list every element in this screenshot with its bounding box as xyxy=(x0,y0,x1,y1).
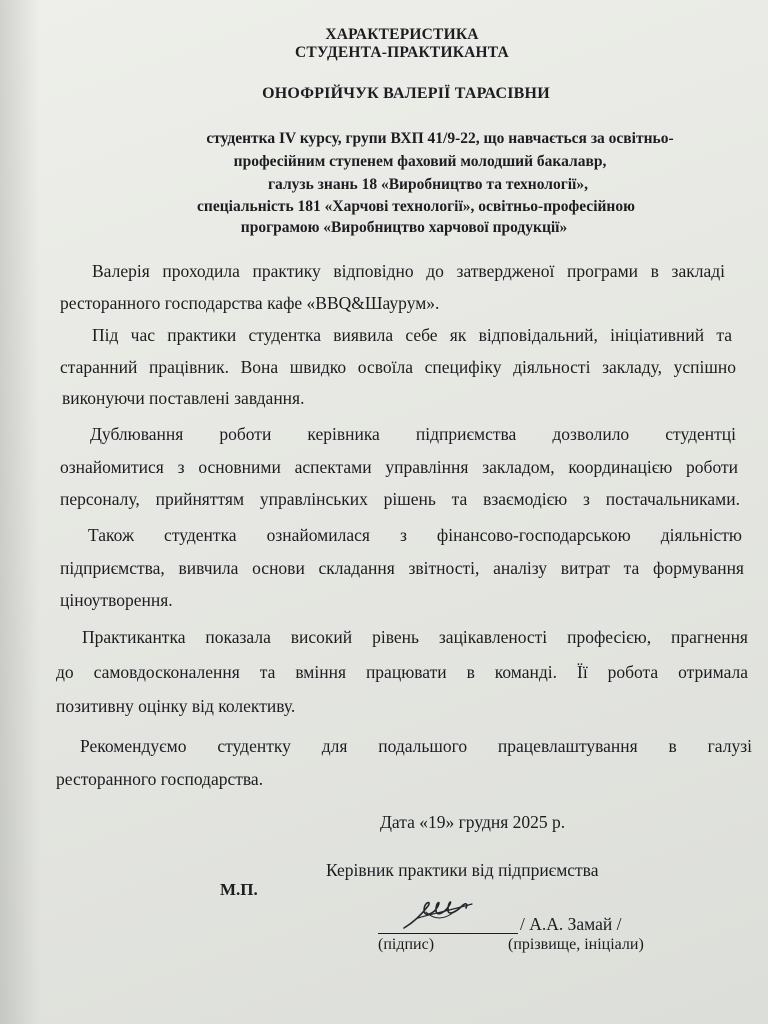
body-line: ресторанного господарства. xyxy=(56,769,264,789)
body-line: виконуючи поставлені завдання. xyxy=(62,388,305,408)
body-line: старанний працівник. Вона швидко освоїла специфіку діяльності закладу, успішно xyxy=(60,357,736,377)
body-line: Практикантка показала високий рівень зацікавленості професією, прагнення xyxy=(82,627,748,647)
body-line: Під час практики студентка виявила себе як відповідальний, ініціативний та xyxy=(92,325,732,345)
date-line: Дата «19» грудня 2025 р. xyxy=(380,812,566,832)
intro-line: професійним ступенем фаховий молодший бакалавр, xyxy=(233,153,607,170)
supervisor-label: Керівник практики від підприємства xyxy=(326,860,599,880)
doc-subtitle: СТУДЕНТА-ПРАКТИКАНТА xyxy=(295,44,509,61)
body-line: Також студентка ознайомилася з фінансово-господарською діяльністю xyxy=(88,525,742,545)
signature-caption: (підпис) xyxy=(378,936,435,953)
doc-title: ХАРАКТЕРИСТИКА xyxy=(325,26,479,43)
intro-line: програмою «Виробництво харчової продукції» xyxy=(240,219,568,236)
handwritten-signature xyxy=(400,894,480,934)
body-line: до самовдосконалення та вміння працювати в команді. Її робота отримала xyxy=(56,662,748,682)
body-line: персоналу, прийняттям управлінських рішень та взаємодією з постачальниками. xyxy=(60,489,740,509)
name-caption: (прізвище, ініціали) xyxy=(508,936,644,953)
stamp-mark: М.П. xyxy=(220,880,258,899)
body-line: Дублювання роботи керівника підприємства дозволило студентці xyxy=(90,424,736,444)
body-line: ціноутворення. xyxy=(60,590,173,610)
intro-line: галузь знань 18 «Виробництво та технології», xyxy=(268,176,588,193)
page-shadow xyxy=(0,0,40,1024)
signature-line xyxy=(378,933,518,934)
student-name: ОНОФРІЙЧУК ВАЛЕРІЇ ТАРАСІВНИ xyxy=(262,85,550,102)
body-line: Рекомендуємо студентку для подальшого працевлаштування в галузі xyxy=(80,736,752,756)
intro-line: спеціальність 181 «Харчові технології», освітньо-професійною xyxy=(197,198,635,215)
body-line: ресторанного господарства кафе «BBQ&Шаурум». xyxy=(60,293,440,313)
body-line: Валерія проходила практику відповідно до затвердженої програми в закладі xyxy=(92,261,725,281)
body-line: підприємства, вивчила основи складання звітності, аналізу витрат та формування xyxy=(60,558,744,578)
body-line: позитивну оцінку від колективу. xyxy=(56,696,296,716)
body-line: ознайомитися з основними аспектами управління закладом, координацією роботи xyxy=(60,457,738,477)
signer-name: / А.А. Замай / xyxy=(520,914,622,934)
intro-line: студентка IV курсу, групи ВХП 41/9-22, що навчається за освітньо- xyxy=(206,130,674,147)
